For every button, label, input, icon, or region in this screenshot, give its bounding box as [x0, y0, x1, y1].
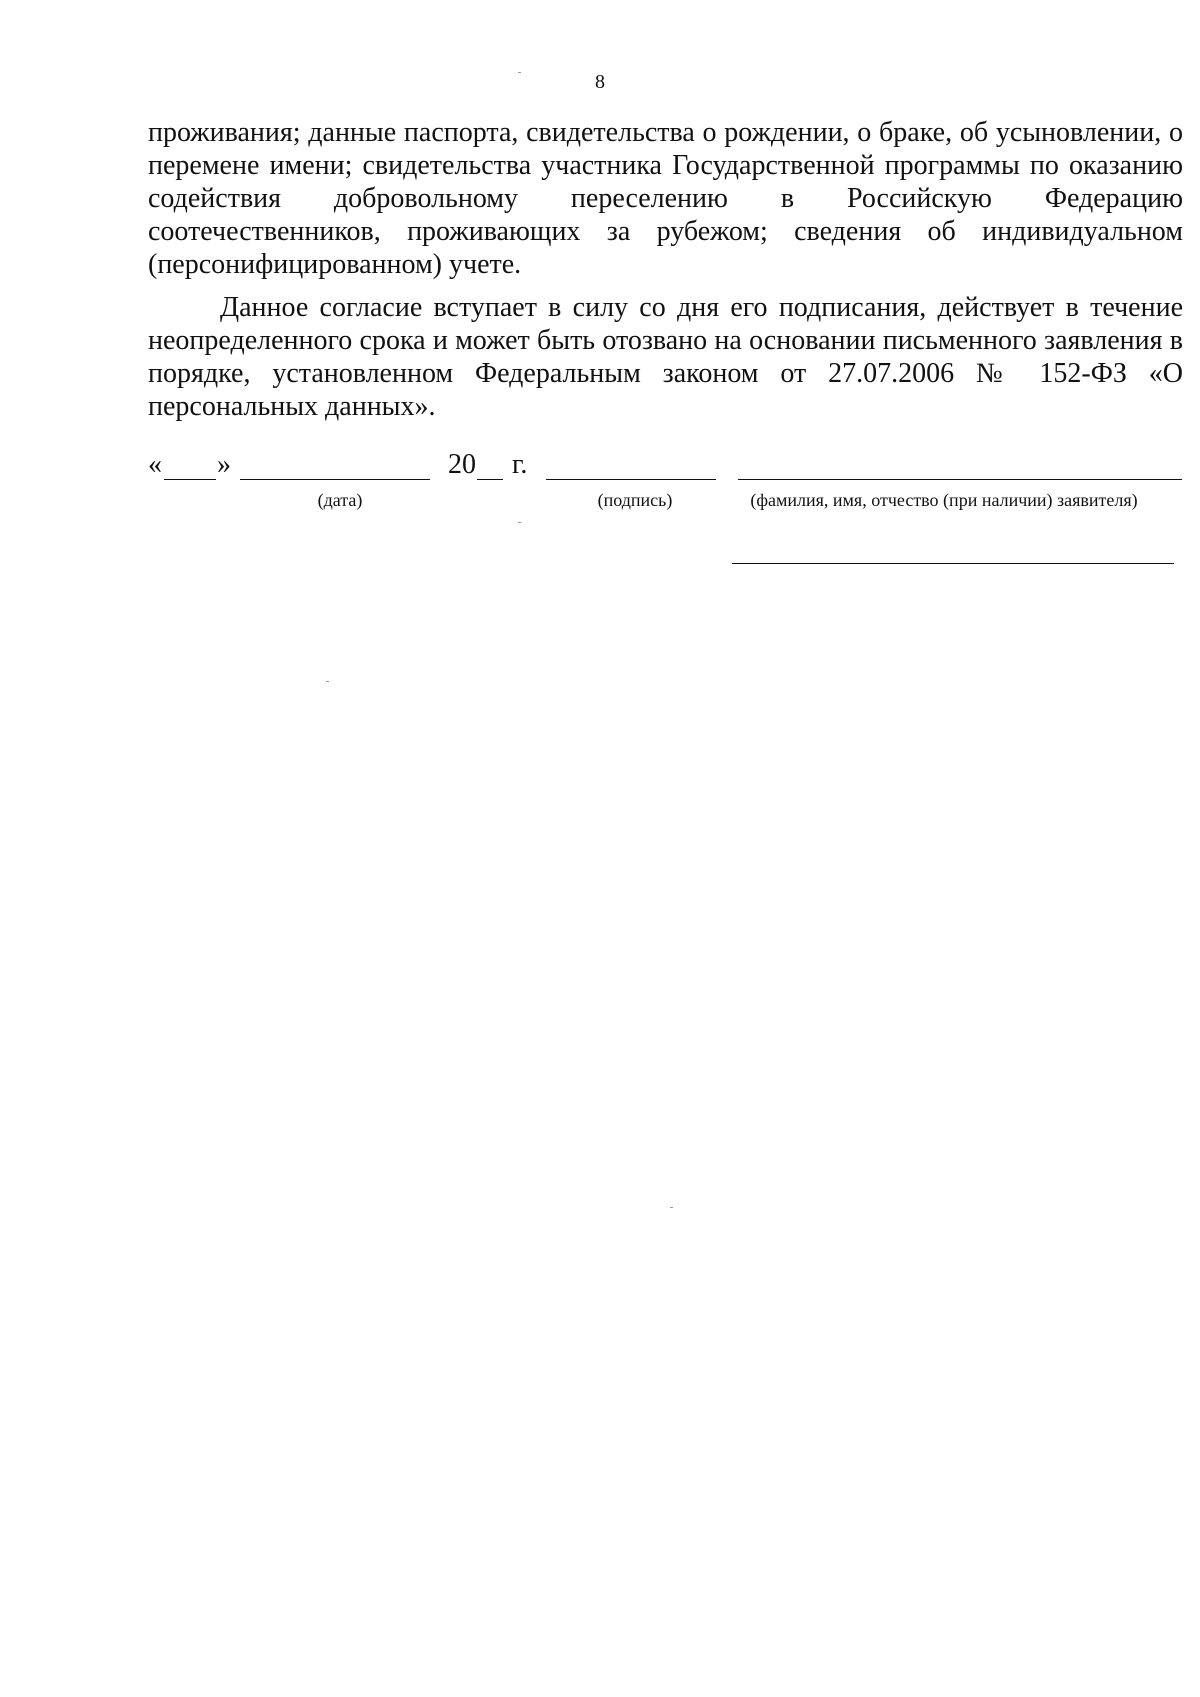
scan-speck — [518, 522, 521, 523]
day-close-quote: » — [217, 449, 231, 480]
paragraph-continued: проживания; данные паспорта, свидетельства о рождении, о браке, об усыновлении, о перемене имени; свидетельства участника Государственной программы по оказанию содействия добровольному переселению в Российскую Федерацию соотечественников, проживающих за рубежом; сведения об индивидуальном (персонифицированном) учете. — [148, 117, 1183, 280]
signature-blank-line[interactable] — [546, 479, 716, 480]
page-number: 8 — [595, 71, 605, 93]
scan-speck — [326, 681, 329, 682]
extra-blank-line[interactable] — [732, 563, 1174, 564]
year-prefix: 20 — [448, 449, 476, 480]
paragraph-consent-validity: Данное согласие вступает в силу со дня его подписания, действует в течение неопределенного срока и может быть отозвано на основании письменного заявления в порядке, установленном Федеральным законом от 27.07.2006 № 152-ФЗ «О персональных данных». — [148, 292, 1183, 422]
scan-speck — [670, 1207, 673, 1208]
full-name-caption: (фамилия, имя, отчество (при наличии) заявителя) — [750, 490, 1138, 510]
signature-caption: (подпись) — [597, 490, 673, 510]
document-body — [148, 116, 1183, 423]
day-blank-line[interactable] — [164, 479, 216, 480]
scan-speck — [518, 72, 521, 73]
full-name-blank-line[interactable] — [738, 479, 1182, 480]
date-caption: (дата) — [317, 490, 363, 510]
year-suffix: г. — [512, 449, 528, 480]
year-blank-line[interactable] — [477, 479, 503, 480]
signature-row — [0, 449, 1200, 489]
month-blank-line[interactable] — [240, 479, 430, 480]
day-open-quote: « — [148, 449, 162, 480]
